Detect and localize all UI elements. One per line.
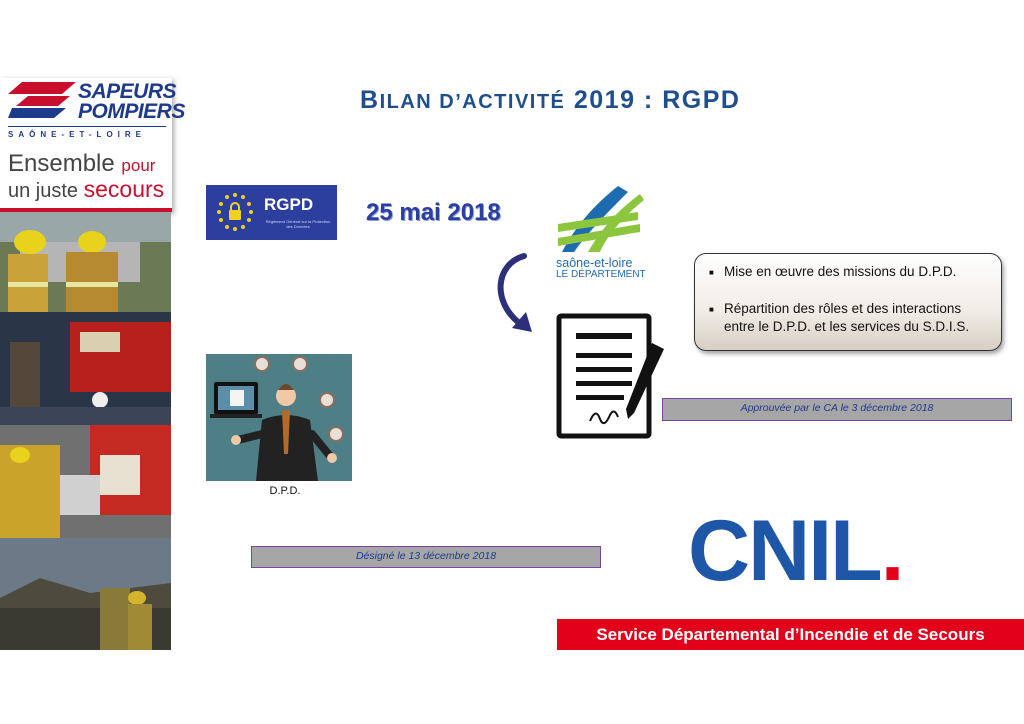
dept-name: saône-et-loire [556, 256, 633, 270]
photo-ambulance-rescue [0, 425, 171, 538]
logo-line-pompiers: POMPIERS [78, 100, 185, 123]
saone-et-loire-logo-icon [558, 182, 644, 254]
tagline-ensemble: Ensemble [8, 150, 115, 177]
eu-stars-lock-icon [214, 191, 256, 233]
flag-stripes-icon [8, 82, 76, 124]
photo-firefighters-rescue [0, 212, 171, 312]
logo-tagline-1 [8, 150, 155, 178]
footer-banner: Service Départemental d’Incendie et de Secours [557, 619, 1024, 650]
curved-arrow-icon [488, 250, 538, 336]
title-first-letter: B [360, 86, 380, 114]
photo-fire-truck-night [0, 312, 171, 425]
logo-region: SAÔNE-ET-LOIRE [8, 130, 147, 139]
bubble-item-1: Mise en œuvre des missions du D.P.D. [724, 264, 957, 279]
missions-bubble [694, 253, 1002, 351]
dpd-illustration [206, 354, 352, 481]
logo-tagline-2 [8, 176, 164, 203]
rgpd-sublabel: Règlement Général sur la Protection des Données [265, 219, 331, 229]
designated-label: Désigné le 13 décembre 2018 [251, 546, 601, 568]
logo-divider [8, 126, 166, 127]
logo-line-sapeurs: SAPEURS [78, 80, 177, 103]
tagline-pour: pour [121, 156, 156, 175]
bubble-item-3: entre le D.P.D. et les services du S.D.I.S. [724, 319, 970, 334]
bubble-item-2: Répartition des rôles et des interactions [724, 301, 962, 316]
page-title [360, 86, 740, 115]
bullet-icon: ■ [709, 268, 714, 277]
cnil-logo [688, 502, 903, 601]
rgpd-label: RGPD [264, 195, 314, 214]
bullet-icon: ■ [709, 305, 714, 314]
dpd-caption: D.P.D. [269, 485, 301, 497]
title-word: ILAN D’ACTIVITÉ [379, 91, 566, 113]
rgpd-date: 25 mai 2018 [366, 199, 501, 226]
rgpd-badge [206, 185, 337, 240]
approved-label: Approuvée par le CA le 3 décembre 2018 [662, 398, 1012, 421]
cnil-text: CNIL [688, 503, 881, 599]
signed-document-icon [556, 313, 668, 439]
photo-forest-fire [0, 538, 171, 650]
dept-sub: LE DÉPARTEMENT [556, 269, 646, 280]
cnil-dot: . [880, 503, 903, 599]
sapeurs-pompiers-logo [0, 78, 185, 212]
title-year: 2019 : RGPD [573, 86, 741, 114]
tagline-secours: secours [83, 176, 165, 202]
tagline-juste: un juste [8, 180, 79, 202]
